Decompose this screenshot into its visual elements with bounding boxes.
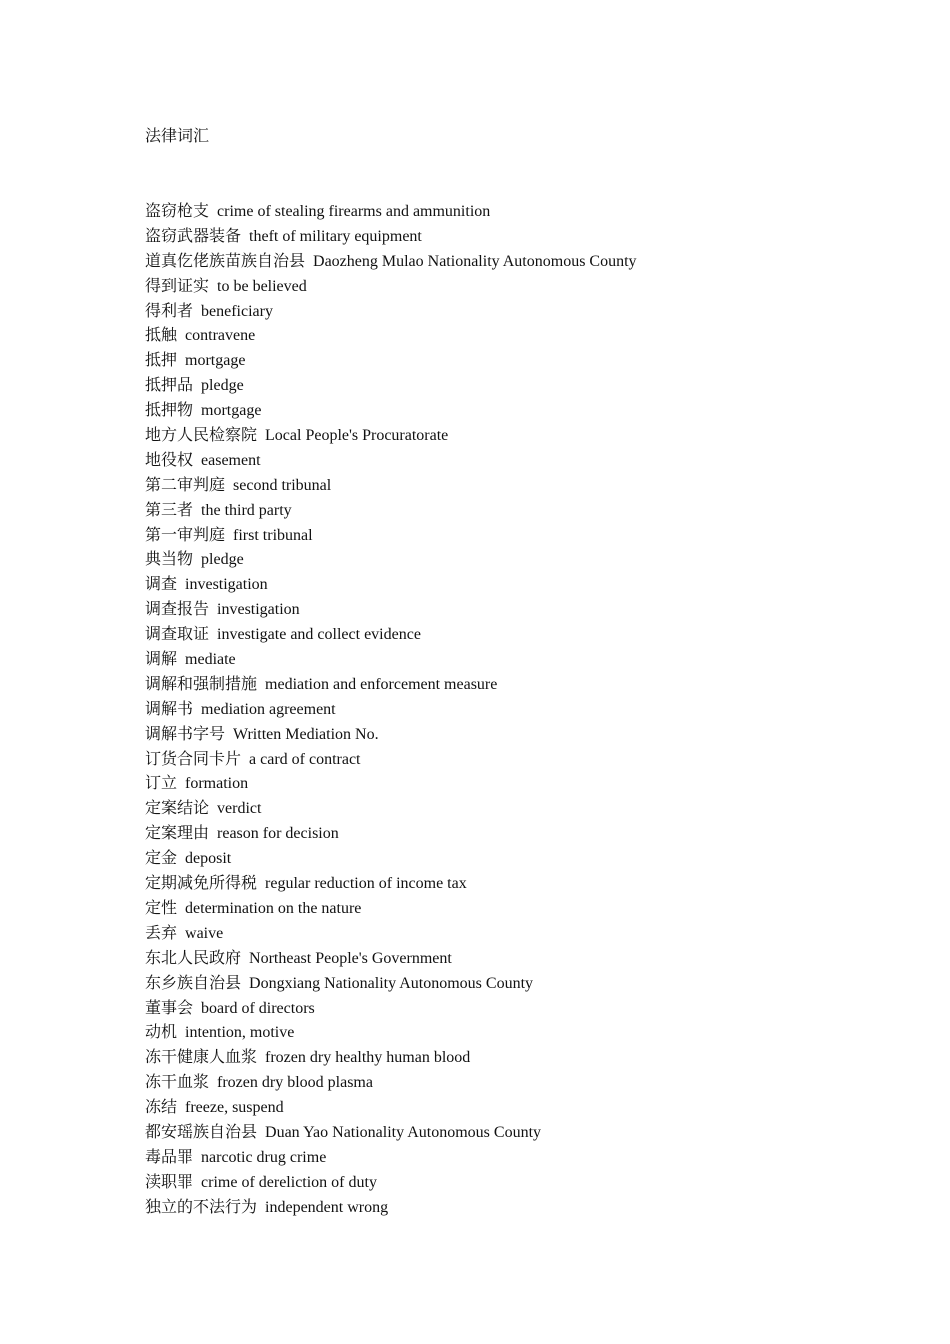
term-english: a card of contract — [249, 750, 361, 768]
term-chinese: 调解书 — [145, 700, 194, 718]
term-english: easement — [201, 451, 261, 469]
glossary-entry — [145, 649, 637, 674]
glossary-entry — [145, 1147, 637, 1172]
glossary-entry — [145, 823, 637, 848]
glossary-entry — [145, 973, 637, 998]
term-english: pledge — [201, 551, 244, 569]
glossary-entry — [145, 201, 637, 226]
term-english: reason for decision — [217, 825, 339, 843]
term-chinese: 抵押 — [145, 352, 178, 370]
term-chinese: 第二审判庭 — [145, 476, 226, 494]
glossary-entry — [145, 1072, 637, 1097]
term-chinese: 调解 — [145, 651, 178, 669]
term-english: freeze, suspend — [185, 1099, 284, 1117]
term-chinese: 东乡族自治县 — [145, 974, 242, 992]
term-chinese: 冻结 — [145, 1099, 178, 1117]
glossary-entry — [145, 475, 637, 500]
term-english: contravene — [185, 327, 256, 345]
glossary-entry — [145, 699, 637, 724]
term-chinese: 第三者 — [145, 501, 194, 519]
term-chinese: 动机 — [145, 1024, 178, 1042]
glossary-entry — [145, 773, 637, 798]
term-english: second tribunal — [233, 476, 332, 494]
term-chinese: 订货合同卡片 — [145, 750, 242, 768]
term-english: narcotic drug crime — [201, 1148, 327, 1166]
term-english: investigation — [217, 601, 300, 619]
term-chinese: 丢弃 — [145, 924, 178, 942]
glossary-entry — [145, 450, 637, 475]
term-chinese: 调解书字号 — [145, 725, 226, 743]
term-english: beneficiary — [201, 302, 273, 320]
glossary-entry — [145, 325, 637, 350]
term-chinese: 得利者 — [145, 302, 194, 320]
term-chinese: 地役权 — [145, 451, 194, 469]
glossary-entry — [145, 1122, 637, 1147]
term-english: board of directors — [201, 999, 315, 1017]
glossary-entry — [145, 375, 637, 400]
glossary-list — [145, 201, 637, 1222]
term-chinese: 订立 — [145, 775, 178, 793]
term-chinese: 定案理由 — [145, 825, 210, 843]
glossary-entry — [145, 400, 637, 425]
glossary-entry — [145, 301, 637, 326]
term-chinese: 毒品罪 — [145, 1148, 194, 1166]
term-english: independent wrong — [265, 1198, 389, 1216]
term-chinese: 抵触 — [145, 327, 178, 345]
glossary-entry — [145, 848, 637, 873]
term-chinese: 渎职罪 — [145, 1173, 194, 1191]
glossary-entry — [145, 574, 637, 599]
term-english: Daozheng Mulao Nationality Autonomous County — [313, 252, 637, 270]
term-chinese: 定案结论 — [145, 800, 210, 818]
term-chinese: 抵押品 — [145, 377, 194, 395]
term-english: pledge — [201, 377, 244, 395]
term-english: mediation agreement — [201, 700, 336, 718]
term-chinese: 盗窃武器装备 — [145, 227, 242, 245]
term-english: frozen dry healthy human blood — [265, 1049, 471, 1067]
glossary-entry — [145, 425, 637, 450]
glossary-entry — [145, 251, 637, 276]
term-chinese: 定期减免所得税 — [145, 875, 258, 893]
term-chinese: 董事会 — [145, 999, 194, 1017]
term-english: investigation — [185, 576, 268, 594]
term-chinese: 得到证实 — [145, 277, 210, 295]
glossary-entry — [145, 1047, 637, 1072]
term-chinese: 定金 — [145, 850, 178, 868]
term-english: regular reduction of income tax — [265, 875, 467, 893]
term-english: theft of military equipment — [249, 227, 422, 245]
term-chinese: 都安瑶族自治县 — [145, 1123, 258, 1141]
term-english: first tribunal — [233, 526, 313, 544]
glossary-entry — [145, 923, 637, 948]
term-chinese: 道真仡佬族苗族自治县 — [145, 252, 306, 270]
term-english: mortgage — [201, 402, 262, 420]
glossary-entry — [145, 276, 637, 301]
term-english: formation — [185, 775, 249, 793]
term-chinese: 定性 — [145, 899, 178, 917]
term-chinese: 盗窃枪支 — [145, 203, 210, 220]
term-english: to be believed — [217, 277, 307, 295]
glossary-entry — [145, 525, 637, 550]
glossary-entry — [145, 898, 637, 923]
term-english: deposit — [185, 850, 232, 868]
term-english: Local People's Procuratorate — [265, 427, 449, 445]
glossary-entry — [145, 1172, 637, 1197]
document-title: 法律词汇 — [145, 128, 210, 145]
term-chinese: 地方人民检察院 — [145, 427, 258, 445]
glossary-entry — [145, 674, 637, 699]
glossary-entry — [145, 749, 637, 774]
term-chinese: 抵押物 — [145, 402, 194, 420]
term-chinese: 调查 — [145, 576, 178, 594]
glossary-entry — [145, 599, 637, 624]
glossary-entry — [145, 873, 637, 898]
term-chinese: 冻干健康人血浆 — [145, 1049, 258, 1067]
glossary-entry — [145, 998, 637, 1023]
term-chinese: 调查取证 — [145, 626, 210, 644]
term-english: verdict — [217, 800, 262, 818]
term-english: crime of stealing firearms and ammunition — [217, 203, 491, 220]
glossary-entry — [145, 350, 637, 375]
term-chinese: 东北人民政府 — [145, 949, 242, 967]
glossary-entry — [145, 724, 637, 749]
term-english: intention, motive — [185, 1024, 295, 1042]
term-english: determination on the nature — [185, 899, 362, 917]
glossary-entry — [145, 549, 637, 574]
term-english: frozen dry blood plasma — [217, 1074, 373, 1092]
term-english: Duan Yao Nationality Autonomous County — [265, 1123, 542, 1141]
term-english: investigate and collect evidence — [217, 626, 421, 644]
term-english: mortgage — [185, 352, 246, 370]
glossary-entry — [145, 624, 637, 649]
glossary-entry — [145, 226, 637, 251]
term-english: Northeast People's Government — [249, 949, 452, 967]
glossary-entry — [145, 1022, 637, 1047]
term-chinese: 冻干血浆 — [145, 1074, 210, 1092]
term-english: the third party — [201, 501, 292, 519]
glossary-entry — [145, 1097, 637, 1122]
glossary-entry — [145, 798, 637, 823]
glossary-entry — [145, 1197, 637, 1222]
term-chinese: 独立的不法行为 — [145, 1198, 258, 1216]
term-chinese: 第一审判庭 — [145, 526, 226, 544]
term-chinese: 典当物 — [145, 551, 194, 569]
glossary-entry — [145, 500, 637, 525]
term-english: crime of dereliction of duty — [201, 1173, 377, 1191]
glossary-entry — [145, 948, 637, 973]
term-chinese: 调查报告 — [145, 601, 210, 619]
term-english: Written Mediation No. — [233, 725, 379, 743]
term-english: waive — [185, 924, 224, 942]
term-english: mediate — [185, 651, 236, 669]
term-chinese: 调解和强制措施 — [145, 675, 258, 693]
term-english: mediation and enforcement measure — [265, 675, 498, 693]
term-english: Dongxiang Nationality Autonomous County — [249, 974, 534, 992]
